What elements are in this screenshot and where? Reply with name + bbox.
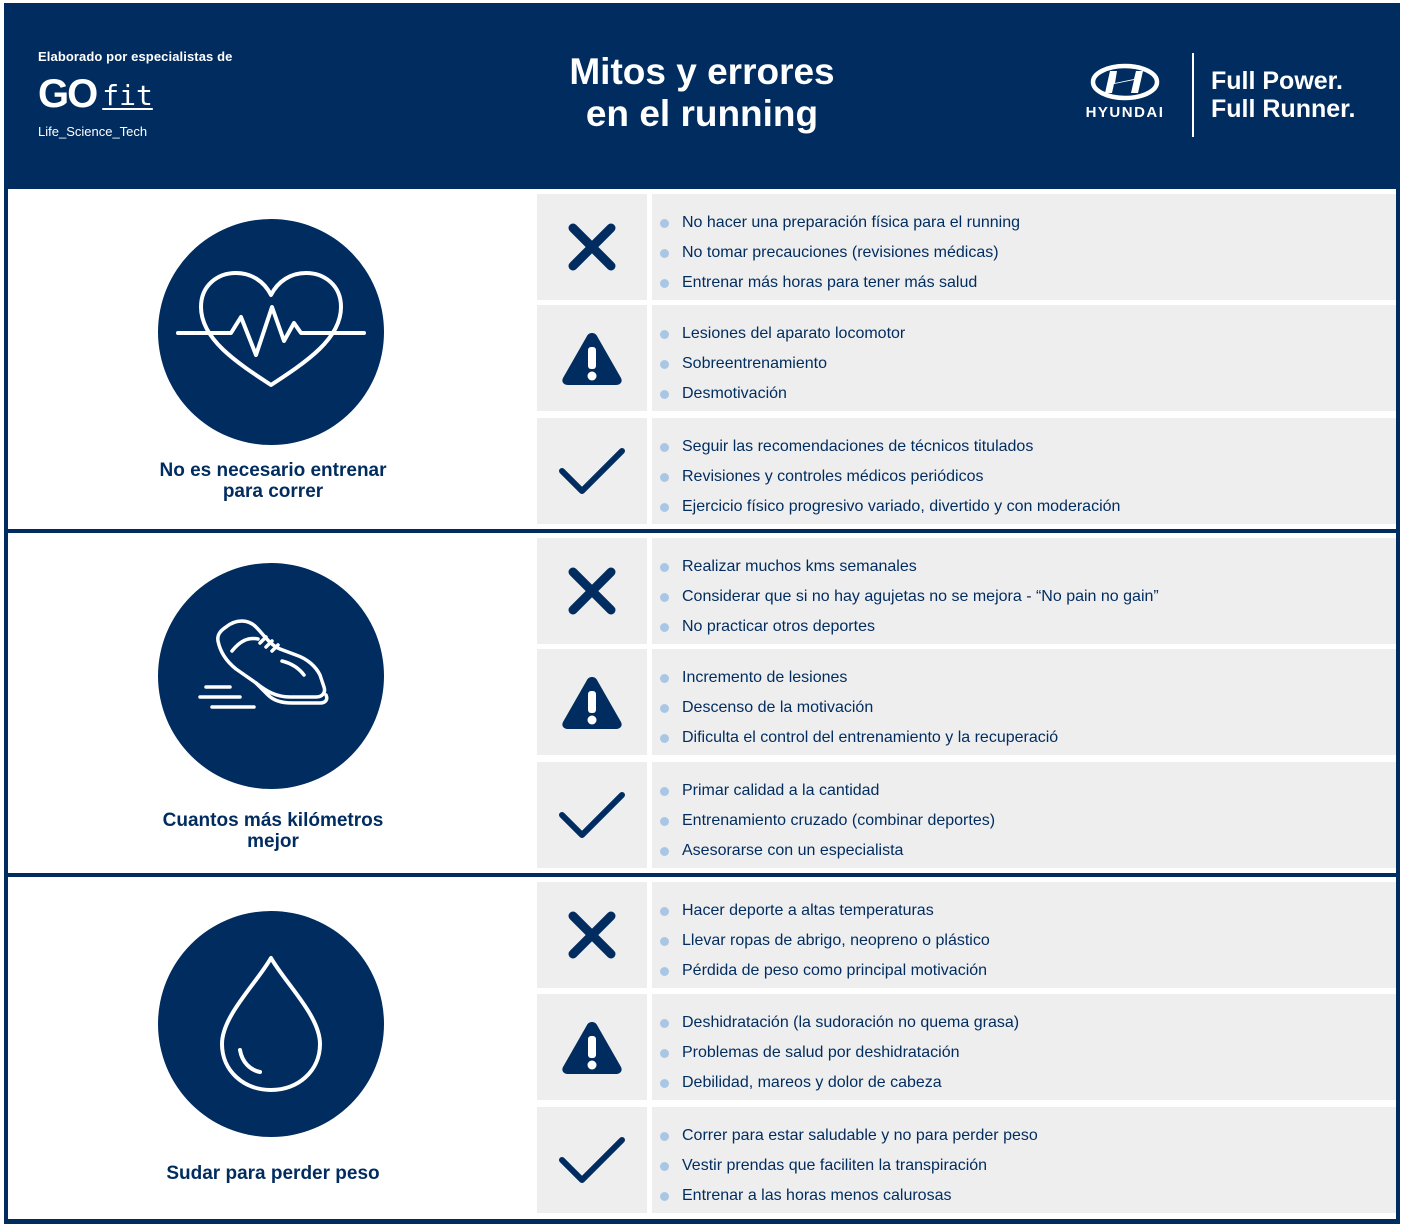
icon-cell xyxy=(537,194,647,300)
cross-icon xyxy=(567,910,617,960)
header xyxy=(4,3,1400,187)
list-item: Correr para estar saludable y no para perder peso xyxy=(660,1121,1396,1151)
myth-label-line-1: No es necesario entrenar xyxy=(159,460,387,481)
warning-icon xyxy=(561,330,623,386)
errors-row xyxy=(537,538,1396,644)
slogan-line-2: Full Runner. xyxy=(1211,95,1356,123)
list-item: Revisiones y controles médicos periódicos xyxy=(660,462,1396,492)
myth-panel xyxy=(8,533,533,873)
list-item: Hacer deporte a altas temperaturas xyxy=(660,896,1396,926)
list-item: Realizar muchos kms semanales xyxy=(660,552,1396,582)
list-item: Asesorarse con un especialista xyxy=(660,836,1396,866)
myth-label-line-1: Cuantos más kilómetros xyxy=(162,810,384,831)
list-item: Deshidratación (la sudoración no quema grasa) xyxy=(660,1008,1396,1038)
myth-icon-circle xyxy=(158,563,384,789)
list-item: Entrenar más horas para tener más salud xyxy=(660,268,1396,298)
text-cell xyxy=(652,1107,1396,1213)
icon-cell xyxy=(537,882,647,988)
icon-cell xyxy=(537,994,647,1100)
icon-cell xyxy=(537,762,647,868)
check-icon xyxy=(558,1134,626,1186)
title-line-1: Mitos y errores xyxy=(569,51,835,92)
text-cell xyxy=(652,994,1396,1100)
list-item: No hacer una preparación física para el running xyxy=(660,208,1396,238)
myth-icon-circle xyxy=(158,911,384,1137)
infographic-frame xyxy=(4,3,1400,1224)
errors-row xyxy=(537,882,1396,988)
icon-cell xyxy=(537,418,647,524)
solutions-row xyxy=(537,1107,1396,1213)
list-item: Dificulta el control del entrenamiento y la recuperació xyxy=(660,723,1396,753)
check-icon xyxy=(558,445,626,497)
list-item: Entrenar a las horas menos calurosas xyxy=(660,1181,1396,1211)
gofit-tagline: Life_Science_Tech xyxy=(38,124,148,139)
icon-cell xyxy=(537,649,647,755)
warning-icon xyxy=(561,674,623,730)
cross-icon xyxy=(567,222,617,272)
list-item: Considerar que si no hay agujetas no se mejora - “No pain no gain” xyxy=(660,582,1396,612)
list-item: Debilidad, mareos y dolor de cabeza xyxy=(660,1068,1396,1098)
list-item: Pérdida de peso como principal motivación xyxy=(660,956,1396,986)
list-item: Problemas de salud por deshidratación xyxy=(660,1038,1396,1068)
myth-section xyxy=(8,533,1396,873)
list-item: Ejercicio físico progresivo variado, divertido y con moderación xyxy=(660,492,1396,522)
list-item: Vestir prendas que faciliten la transpiración xyxy=(660,1151,1396,1181)
list-item: No practicar otros deportes xyxy=(660,612,1396,642)
gofit-logo-go: GO xyxy=(38,72,97,116)
brand-divider xyxy=(1192,53,1194,137)
myth-icon-circle xyxy=(158,219,384,445)
list-item: Desmotivación xyxy=(660,379,1396,409)
consequences-row xyxy=(537,994,1396,1100)
list-item: Llevar ropas de abrigo, neopreno o plástico xyxy=(660,926,1396,956)
text-cell xyxy=(652,538,1396,644)
hyundai-emblem-icon xyxy=(1090,63,1160,101)
myth-section xyxy=(8,189,1396,529)
text-cell xyxy=(652,882,1396,988)
myth-label xyxy=(68,460,478,502)
list-item: Sobreentrenamiento xyxy=(660,349,1396,379)
solutions-row xyxy=(537,762,1396,868)
list-item: Entrenamiento cruzado (combinar deportes) xyxy=(660,806,1396,836)
made-by-text: Elaborado por especialistas de xyxy=(38,49,233,64)
text-cell xyxy=(652,194,1396,300)
list-item: Descenso de la motivación xyxy=(660,693,1396,723)
gofit-logo-fit: fit xyxy=(102,79,153,112)
slogan-line-1: Full Power. xyxy=(1211,67,1343,95)
myth-section xyxy=(8,877,1396,1219)
list-item: Lesiones del aparato locomotor xyxy=(660,319,1396,349)
icon-cell xyxy=(537,1107,647,1213)
cross-icon xyxy=(567,566,617,616)
myth-label xyxy=(68,1163,478,1184)
title-line-2: en el running xyxy=(585,93,819,134)
heart-pulse-icon xyxy=(176,267,366,397)
icon-cell xyxy=(537,305,647,411)
list-item: Primar calidad a la cantidad xyxy=(660,776,1396,806)
list-item: Incremento de lesiones xyxy=(660,663,1396,693)
text-cell xyxy=(652,762,1396,868)
consequences-row xyxy=(537,649,1396,755)
myth-panel xyxy=(8,189,533,529)
slogan xyxy=(1211,67,1355,123)
list-item: No tomar precauciones (revisiones médicas) xyxy=(660,238,1396,268)
hyundai-wordmark: HYUNDAI xyxy=(1085,104,1165,121)
warning-icon xyxy=(561,1019,623,1075)
running-shoe-icon xyxy=(196,611,346,741)
errors-row xyxy=(537,194,1396,300)
myth-label-line-2: para correr xyxy=(222,481,324,502)
page-title xyxy=(502,51,902,135)
consequences-row xyxy=(537,305,1396,411)
hyundai-brand xyxy=(1072,51,1392,141)
text-cell xyxy=(652,305,1396,411)
text-cell xyxy=(652,649,1396,755)
myth-label-line-1: Sudar para perder peso xyxy=(166,1163,380,1184)
myth-label-line-2: mejor xyxy=(247,831,299,852)
check-icon xyxy=(558,789,626,841)
text-cell xyxy=(652,418,1396,524)
solutions-row xyxy=(537,418,1396,524)
list-item: Seguir las recomendaciones de técnicos titulados xyxy=(660,432,1396,462)
myth-panel xyxy=(8,877,533,1219)
gofit-logo xyxy=(38,74,232,114)
hyundai-logo xyxy=(1072,63,1178,121)
myth-label xyxy=(68,810,478,852)
gofit-brand xyxy=(38,49,232,139)
icon-cell xyxy=(537,538,647,644)
water-drop-icon xyxy=(216,954,326,1094)
